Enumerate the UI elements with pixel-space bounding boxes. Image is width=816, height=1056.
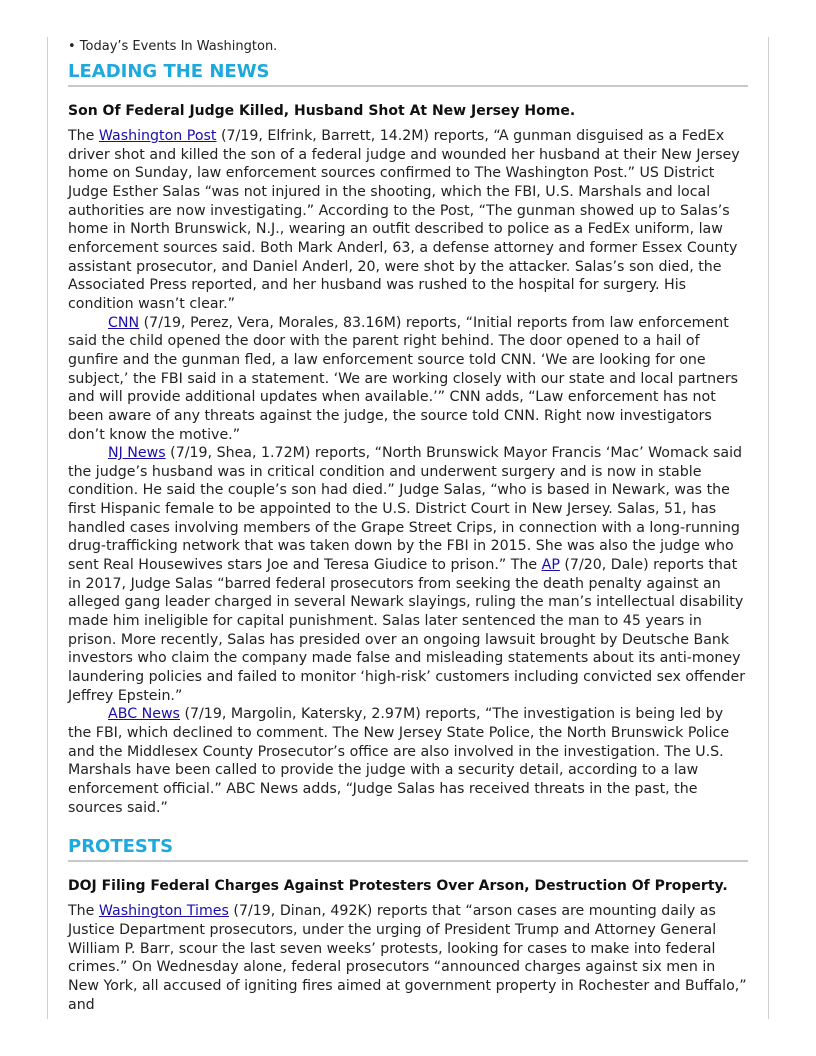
article-paragraph <box>68 902 748 1014</box>
section-header: LEADING THE NEWS <box>68 60 748 87</box>
article-paragraph <box>68 705 748 817</box>
article-title: DOJ Filing Federal Charges Against Protesters Over Arson, Destruction Of Property. <box>68 878 728 895</box>
article-paragraph <box>68 127 748 314</box>
paragraph-text: (7/19, Margolin, Katersky, 2.97M) reports, “The investigation is being led by the FBI, which declined to comment. The New Jersey State Police, the North Brunswick Police and the Middlesex County Prosecutor’s office are also involved in the investigation. The U.S. Marshals have been called to provide the judge with a security detail, according to a law enforcement official.” ABC News adds, “Judge Salas has received threats in the past, the sources said.” <box>68 706 730 816</box>
paragraph-text: (7/19, Perez, Vera, Morales, 83.16M) reports, “Initial reports from law enforcement said the child opened the door with the parent right behind. The door opened to a hail of gunfire and the gunman fled, a law enforcement source told CNN. ‘We are looking for one subject,’ the FBI said in a statement. ‘We are working closely with our state and local partners and will provide additional updates when available.’” CNN adds, “Law enforcement has not been aware of any threats against the judge, the source told CNN. Right now investigators don’t know the motive.” <box>68 314 739 443</box>
right-border <box>768 37 769 1019</box>
article-paragraph <box>68 444 748 705</box>
paragraph-text: (7/19, Dinan, 492K) reports that “arson cases are mounting daily as Justice Department prosecutors, under the urging of President Trump and Attorney General William P. Barr, scour the last seven weeks’ protests, looking for cases to make into federal crimes.” On Wednesday alone, federal prosecutors “announced charges against six men in New York, all accused of igniting fires aimed at government property in Rochester and Buffalo,” and <box>68 903 747 1013</box>
source-link-washington-times[interactable]: Washington Times <box>98 903 229 920</box>
paragraph-text: (7/19, Elfrink, Barrett, 14.2M) reports, “A gunman disguised as a FedEx driver shot and killed the son of a federal judge and wounded her husband at their New Jersey home on Sunday, law enforcement sources confirmed to The Washington Post.” US District Judge Esther Salas “was not injured in the shooting, which the FBI, U.S. Marshals and local authorities are now investigating.” According to the Post, “The gunman showed up to Salas’s home in North Brunswick, N.J., wearing an outfit described to police as a FedEx uniform, law enforcement sources said. Both Mark Anderl, 63, a defense attorney and former Essex County assistant prosecutor, and Daniel Anderl, 20, were shot by the attacker. Salas’s son died, the Associated Press reported, and her husband was rushed to the hospital for surgery. His condition wasn’t clear.” <box>68 128 740 312</box>
section-leading-the-news <box>68 60 748 817</box>
paragraph-text: The <box>68 903 99 920</box>
paragraph-text: (7/19, Shea, 1.72M) reports, “North Brunswick Mayor Francis ‘Mac’ Womack said the judge’s husband was in critical condition and underwent surgery and is now in stable condition. He said the couple’s son had died.” Judge Salas, “who is based in Newark, was the first Hispanic female to be appointed to the U.S. District Court in New Jersey. Salas, 51, has handled cases involving members of the Grape Street Crips, in connection with a long-running drug-trafficking network that was taken down by the FBI in 2015. She was also the judge who sent Real Housewives stars Joe and Teresa Giudice to prison.” The <box>68 445 743 574</box>
section-header: PROTESTS <box>68 835 748 862</box>
source-link-cnn[interactable]: CNN <box>108 314 140 331</box>
intro-bullet: • Today’s Events In Washington. <box>68 39 278 54</box>
left-border <box>47 37 48 1019</box>
source-link-ap[interactable]: AP <box>541 557 560 574</box>
section-protests <box>68 835 748 1014</box>
newsletter-content <box>68 38 748 1014</box>
source-link-washington-post[interactable]: Washington Post <box>98 128 217 144</box>
source-link-abc-news[interactable]: ABC News <box>108 706 180 723</box>
paragraph-text: (7/20, Dale) reports that in 2017, Judge Salas “barred federal prosecutors from seeking the death penalty against an alleged gang leader charged in several Newark slayings, ruling the man’s intellectual disability made him ineligible for capital punishment. Salas later sentenced the man to 45 years in prison. More recently, Salas has presided over an ongoing lawsuit brought by Deutsche Bank investors who claim the company made false and misleading statements about its anti-money laundering policies and failed to monitor ‘high-risk’ customers including convicted sex offender Jeffrey Epstein.” <box>68 557 746 704</box>
paragraph-text: The <box>68 128 99 144</box>
source-link-nj-news[interactable]: NJ News <box>108 445 166 462</box>
article-title: Son Of Federal Judge Killed, Husband Shot At New Jersey Home. <box>68 103 576 119</box>
article-paragraph <box>68 314 748 445</box>
